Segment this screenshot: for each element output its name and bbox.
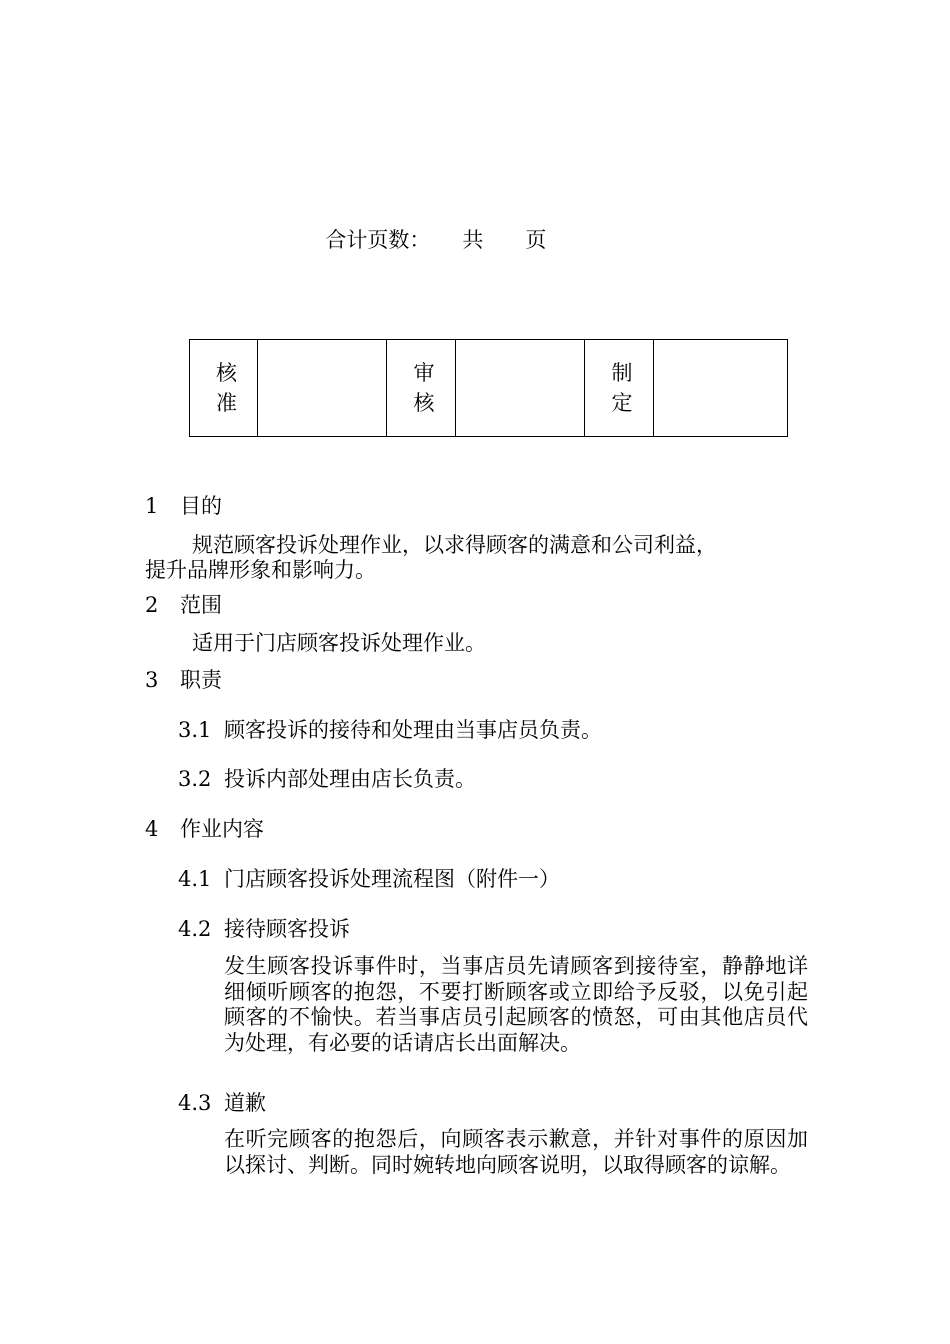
item-number: 4.2 <box>178 917 212 941</box>
total-pages-label: 合计页数： <box>325 228 431 252</box>
review-label: 审核 <box>413 361 435 415</box>
approve-label-cell <box>190 340 258 437</box>
item-3-1 <box>178 717 602 743</box>
prepare-value-cell <box>654 340 788 437</box>
section-4-heading <box>145 816 264 842</box>
item-3-2 <box>178 766 476 792</box>
section-number: 3 <box>145 668 159 692</box>
page-word: 页 <box>525 228 547 252</box>
section-title: 目的 <box>180 494 222 518</box>
item-4-3-body: 在听完顾客的抱怨后，向顾客表示歉意，并针对事件的原因加以探讨、判断。同时婉转地向顾客说明，以取得顾客的谅解。 <box>224 1127 808 1177</box>
item-4-3 <box>178 1090 266 1116</box>
section-2-heading <box>145 592 222 618</box>
section-3-heading <box>145 667 222 693</box>
section-title: 职责 <box>180 668 222 692</box>
prepare-label: 制定 <box>611 361 633 415</box>
review-value-cell <box>456 340 585 437</box>
section-title: 作业内容 <box>180 817 264 841</box>
section-1-body: 规范顾客投诉处理作业，以求得顾客的满意和公司利益， <box>192 533 717 557</box>
page-count-line <box>312 200 546 254</box>
item-number: 4.1 <box>178 867 212 891</box>
item-text: 投诉内部处理由店长负责。 <box>224 767 476 791</box>
section-1-body-cont: 提升品牌形象和影响力。 <box>145 558 376 582</box>
item-text: 门店顾客投诉处理流程图（附件一） <box>224 867 560 891</box>
approve-label: 核准 <box>216 361 237 415</box>
item-text: 接待顾客投诉 <box>224 917 350 941</box>
item-number: 3.1 <box>178 718 212 742</box>
review-label-cell <box>387 340 456 437</box>
item-4-1 <box>178 866 560 892</box>
section-1-heading <box>145 493 222 519</box>
section-number: 4 <box>145 817 159 841</box>
section-number: 2 <box>145 593 159 617</box>
approve-value-cell <box>258 340 387 437</box>
approval-table <box>189 339 788 437</box>
section-2-body: 适用于门店顾客投诉处理作业。 <box>192 631 486 655</box>
total-word: 共 <box>462 228 484 252</box>
prepare-label-cell <box>585 340 654 437</box>
item-text: 道歉 <box>224 1091 266 1115</box>
item-number: 4.3 <box>178 1091 212 1115</box>
item-number: 3.2 <box>178 767 212 791</box>
item-text: 顾客投诉的接待和处理由当事店员负责。 <box>224 718 602 742</box>
item-4-2 <box>178 916 350 942</box>
section-number: 1 <box>145 494 159 518</box>
item-4-2-body: 发生顾客投诉事件时，当事店员先请顾客到接待室，静静地详细倾听顾客的抱怨，不要打断顾客或立即给予反驳，以免引起顾客的不愉快。若当事店员引起顾客的愤怒，可由其他店员代为处理，有必要的话请店长出面解决。 <box>224 954 808 1055</box>
section-title: 范围 <box>180 593 222 617</box>
